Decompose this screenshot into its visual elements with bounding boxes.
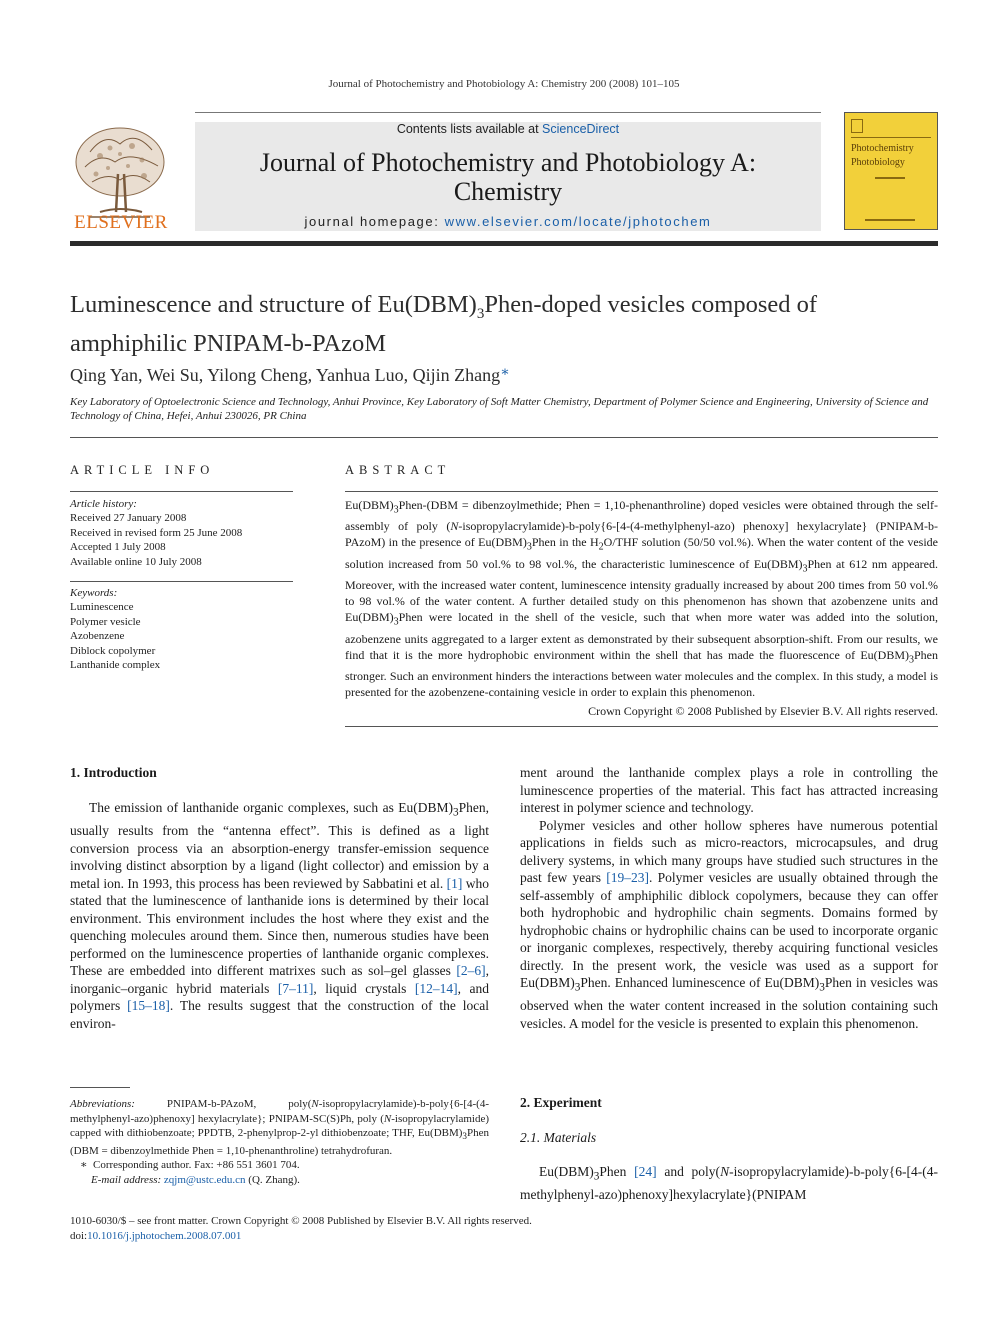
materials-text: $Eu(DBM)_3Phen$ [24] and poly(N-isopropylacrylamide)-b-poly{6-[4-(4-methylphenyl-azo)phenoxy]hexylacrylate}(PNIPAM bbox=[520, 1164, 938, 1203]
email-footnote bbox=[70, 1173, 489, 1188]
cover-title-line1: Photochemistry bbox=[851, 143, 914, 154]
history-online: Available online 10 July 2008 bbox=[70, 555, 202, 568]
corresponding-text: Corresponding author. Fax: +86 551 3601 704. bbox=[92, 1159, 300, 1172]
cover-logo-icon bbox=[851, 119, 863, 133]
cover-rule-3 bbox=[865, 219, 915, 221]
abstract-heading: ABSTRACT bbox=[345, 463, 451, 477]
title-text-1: Luminescence and structure of Eu(DBM) bbox=[70, 291, 477, 318]
abstract-rule-top bbox=[345, 491, 938, 492]
elsevier-logo[interactable] bbox=[70, 122, 172, 232]
cover-rule bbox=[851, 137, 931, 138]
authors-text: Qing Yan, Wei Su, Yilong Cheng, Yanhua Luo, Qijin Zhang bbox=[70, 365, 501, 385]
abstract-rule-bottom bbox=[345, 726, 938, 727]
keyword-item: Lanthanide complex bbox=[70, 659, 161, 671]
author-list bbox=[70, 364, 930, 386]
history-accepted: Accepted 1 July 2008 bbox=[70, 541, 166, 553]
publisher-wordmark: ELSEVIER bbox=[74, 212, 168, 233]
article-info-rule bbox=[70, 491, 293, 492]
contents-line bbox=[195, 122, 821, 136]
section-heading-experiment: 2. Experiment bbox=[520, 1095, 602, 1110]
homepage-prefix: journal homepage: bbox=[304, 214, 445, 229]
cover-rule-2 bbox=[875, 177, 905, 179]
article-history bbox=[70, 497, 293, 569]
affiliation: Key Laboratory of Optoelectronic Science and Technology, Anhui Province, Key Laboratory of Soft Matter Chemistry, Department of Polymer Science and Engineering, University of Science and Technology of China, Hefei, Anhui 230026, PR China bbox=[70, 396, 929, 422]
abbreviations-footnote: Abbreviations: PNIPAM-b-PAzoM, poly(N-isopropylacrylamide)-b-poly{6-[4-(4-methylphenyl-azo)phenoxy] hexylacrylate}; PNIPAM-SC(S)Ph, poly (N-isopropylacrylamide) capped with dithiobenzoate; PPDTB, 2-phenylprop-2-yl dithiobenzoate; THF, $Eu(DBM)_3Phen$ (DBM = dibenzoylmethide Phen = 1,10-phenanthroline) tetrahydrofuran. bbox=[70, 1098, 489, 1157]
citation-link[interactable]: [2–6] bbox=[456, 963, 486, 979]
introduction-column-2: ment around the lanthanide complex plays a role in controlling the luminescence properties of the material. This fact has attracted increasing interest in polymer science and technology. Polymer vesicles and other hollow spheres have numerous potential applications in fields such as micro-reactors, microcapsules, and drug delivery systems, in which many groups have studied such structures in the past few years [19–23]. Polymer vesicles are usually obtained through the self-assembly of amphiphilic diblock copolymers, because they can offer both hydrophobic and hydrophilic chain segments. Domains formed by hydrophobic chains or hydrophilic chains can be used to incorporate organic or inorganic complexes, respectively, thereby acquiring functional vesicles directly. In the present work, the vesicle was used as a support for $Eu(DBM)_3Phen$. Enhanced luminescence of $Eu(DBM)_3Phen$ in vesicles was observed when the water content increased in the solution containing such vesicles. A model for the vesicle is presented to explain this phenomenon. bbox=[520, 765, 939, 1031]
journal-name-line1: Journal of Photochemistry and Photobiology A: bbox=[259, 148, 757, 177]
keyword-item: Luminescence bbox=[70, 601, 134, 613]
footnote-star: ∗ bbox=[80, 1159, 88, 1172]
citation-link[interactable]: [7–11] bbox=[277, 980, 314, 996]
citation-link[interactable]: [1] bbox=[446, 875, 463, 891]
issn-line: 1010-6030/$ – see front matter. Crown Copyright © 2008 Published by Elsevier B.V. All rights reserved. bbox=[70, 1215, 532, 1227]
title-subscript: 3 bbox=[476, 305, 485, 322]
citation-link[interactable]: [15–18] bbox=[127, 998, 170, 1014]
footnotes bbox=[70, 1097, 489, 1187]
title-text-2: Phen-doped vesicles composed of amphiphilic PNIPAM-b-PAzoM bbox=[70, 291, 818, 357]
journal-cover-thumbnail[interactable] bbox=[844, 112, 938, 230]
header-bottom-rule bbox=[70, 241, 938, 246]
journal-name bbox=[195, 148, 821, 206]
corresponding-footnote bbox=[70, 1158, 489, 1173]
keywords-rule bbox=[70, 581, 293, 582]
page-footer bbox=[70, 1214, 670, 1243]
history-label: Article history: bbox=[70, 498, 137, 510]
citation-link[interactable]: [19–23] bbox=[606, 870, 649, 885]
citation-link[interactable]: [24] bbox=[634, 1164, 657, 1179]
journal-homepage bbox=[195, 214, 821, 229]
corresponding-author-mark[interactable]: ∗ bbox=[500, 365, 510, 380]
keyword-item: Azobenzene bbox=[70, 630, 125, 642]
keyword-item: Diblock copolymer bbox=[70, 644, 156, 657]
footnote-rule bbox=[70, 1087, 130, 1088]
citation-link[interactable]: [12–14] bbox=[414, 980, 458, 996]
affiliation-rule bbox=[70, 437, 938, 438]
keyword-item: Polymer vesicle bbox=[70, 615, 141, 628]
subsection-heading-materials: 2.1. Materials bbox=[520, 1130, 597, 1145]
abstract-text: $Eu(DBM)_3Phen-(DBM$ = dibenzoylmethide; Phen = 1,10-phenanthroline) doped vesicles were obtained through the self-assembly of poly (N-isopropylacrylamide)-b-poly{6-[4-(4-methylphenyl-azo) phenoxy] hexylacrylate} (PNIPAM-b-PAzoM) in the presence of $Eu(DBM)_3Phen$ in the $H_2O$/THF solution (50/50 vol.%). When the water content of the veside solution increased from 50 vol.% to 98 vol.%, the characteristic luminescence of $Eu(DBM)_3Phen$ at 612 nm appeared. Moreover, with the increased water content, luminescence intensity gradually increased by about 200 times from 50 vol.% to 98 vol.% of the water content. A further detailed study on this phenomenon has shown that azobenzene units and $Eu(DBM)_3Phen$ were located in the shell of the vesicle, such that when more water was added into the solution, azobenzene units aggregated to a larger extent as demonstrated by their subsequent absorption-shift. From our results, we find that it is the more hydrophobic environment within the shell that has made the fluorescence of $Eu(DBM)_3Phen$ stronger. Such an environment hinders the interactions between water molecules and the complex. In this study, a model is presented for the azobenzene-containing vesicle in order to explain this phenomenon. bbox=[345, 498, 939, 699]
keywords-label: Keywords: bbox=[70, 587, 118, 599]
email-link[interactable]: zqjm@ustc.edu.cn bbox=[163, 1173, 246, 1186]
cover-title-line2: Photobiology bbox=[851, 157, 905, 168]
email-label: E-mail address: bbox=[91, 1173, 164, 1186]
email-name: (Q. Zhang). bbox=[245, 1173, 300, 1186]
running-head: Journal of Photochemistry and Photobiology A: Chemistry 200 (2008) 101–105 bbox=[328, 78, 680, 90]
homepage-link[interactable]: www.elsevier.com/locate/jphotochem bbox=[444, 214, 712, 229]
journal-name-line2: Chemistry bbox=[453, 177, 563, 206]
history-revised: Received in revised form 25 June 2008 bbox=[70, 526, 243, 539]
keywords bbox=[70, 586, 293, 673]
article-title bbox=[70, 290, 930, 359]
article-info-heading: ARTICLE INFO bbox=[70, 463, 215, 477]
doi-link[interactable]: 10.1016/j.jphotochem.2008.07.001 bbox=[87, 1229, 242, 1242]
doi-line bbox=[70, 1229, 670, 1244]
section-heading-introduction: 1. Introduction bbox=[70, 765, 157, 780]
introduction-column-1: The emission of lanthanide organic complexes, such as $Eu(DBM)_3Phen$, usually results from the “antenna effect”. This is defined as a light conversion process via an absorption-energy transfer-emission sequence involving distinct absorption by a ligand (light collector) and emission by a metal ion. In 1993, this process has been reviewed by Sabbatini et al. [1] who stated that the luminescence of lanthanide ions is determined by their local environment. This environment includes the host where they exist and the quenching molecules around them. Since then, numerous studies have been performed on the luminescence properties of lanthanide organic complexes. These are embedded into different matrixes such as sol–gel glasses [2–6], inorganic–organic hybrid materials [7–11], liquid crystals [12–14], and polymers [15–18]. The results suggest that the construction of the local environ- bbox=[70, 800, 490, 1031]
header-top-rule bbox=[195, 112, 821, 113]
abstract-copyright: Crown Copyright © 2008 Published by Elsevier B.V. All rights reserved. bbox=[588, 704, 938, 718]
contents-prefix: Contents lists available at bbox=[396, 122, 543, 136]
sciencedirect-link[interactable]: ScienceDirect bbox=[542, 122, 620, 136]
journal-banner bbox=[195, 122, 821, 231]
doi-prefix: doi: bbox=[70, 1229, 88, 1242]
history-received: Received 27 January 2008 bbox=[70, 512, 187, 524]
